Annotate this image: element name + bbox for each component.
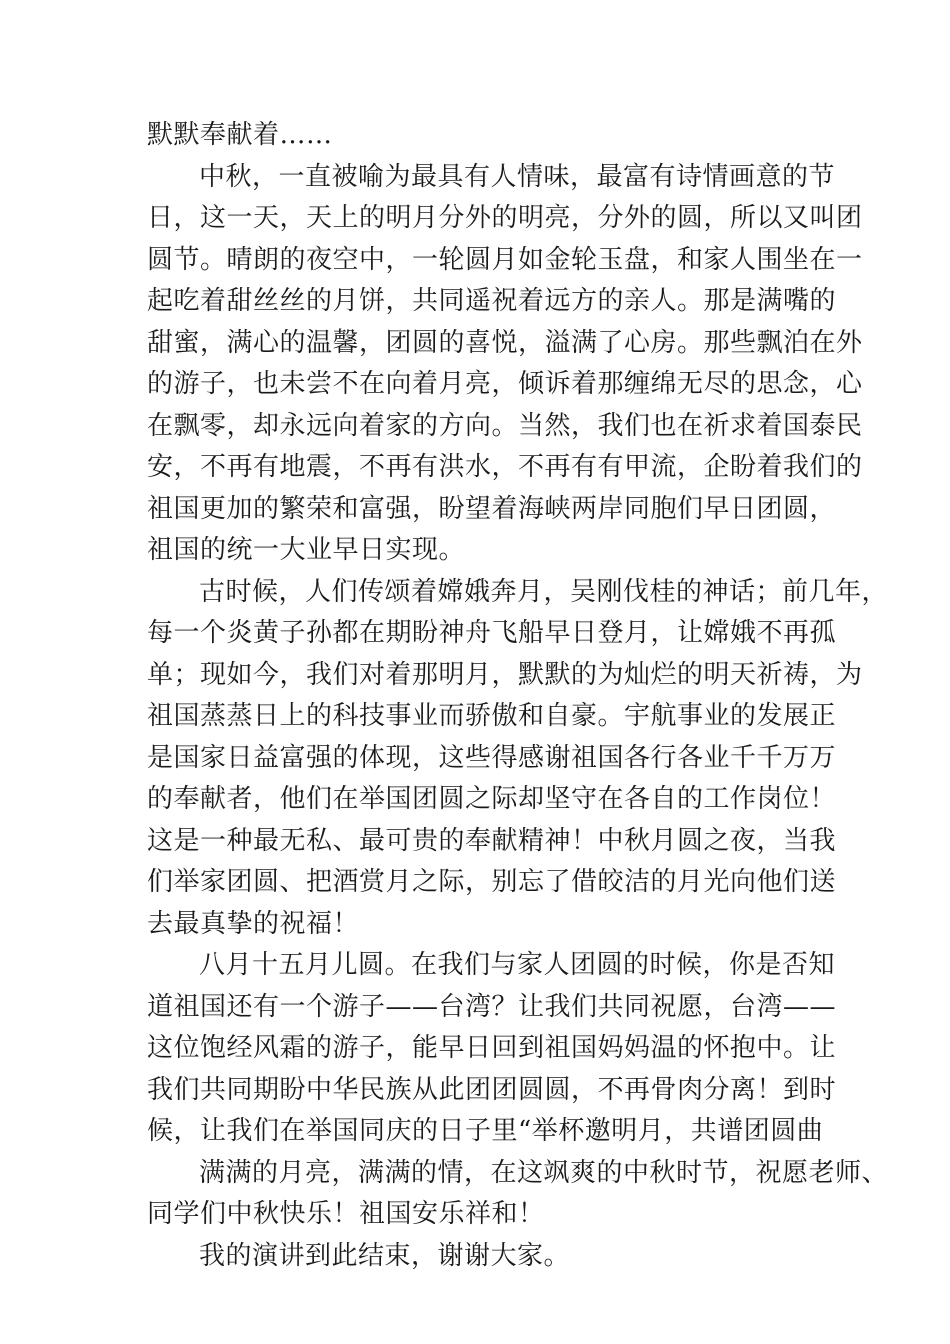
text-line: 同学们中秋快乐！祖国安乐祥和！ [147,1199,545,1229]
text-line: 每一个炎黄子孙都在期盼神舟飞船早日登月，让嫦娥不再孤 [147,618,837,648]
text-line: 是国家日益富强的体现，这些得感谢祖国各行各业千千万万 [147,742,837,773]
text-line: 古时候，人们传颂着嫦娥奔月，吴刚伐桂的神话；前几年， [199,576,889,607]
text-line: 起吃着甜丝丝的月饼，共同遥祝着远方的亲人。那是满嘴的 [147,286,837,316]
text-line: 祖国更加的繁荣和富强，盼望着海峡两岸同胞们早日团圆， [147,493,837,524]
text-line: 我们共同期盼中华民族从此团团圆圆，不再骨肉分离！到时 [147,1074,837,1105]
text-line: 的奉献者，他们在举国团圆之际却坚守在各自的工作岗位！ [147,784,837,814]
text-line: 道祖国还有一个游子——台湾？让我们共同祝愿，台湾—— [147,991,837,1022]
text-line: 安，不再有地震，不再有洪水，不再有有甲流，企盼着我们的 [147,452,863,482]
text-line: 单；现如今，我们对着那明月，默默的为灿烂的明天祈祷，为 [147,659,863,690]
text-line: 默默奉献着…… [147,120,333,150]
text-line: 满满的月亮，满满的情，在这飒爽的中秋时节，祝愿老师、 [199,1157,889,1188]
text-line: 的游子，也未尝不在向着月亮，倾诉着那缠绵无尽的思念，心 [147,369,863,399]
text-line: 候，让我们在举国同庆的日子里“举杯邀明月，共谱团圆曲 [147,1116,824,1146]
text-line: 中秋，一直被喻为最具有人情味，最富有诗情画意的节 [199,161,836,192]
speech-text [147,115,889,1277]
text-line: 日，这一天，天上的明月分外的明亮，分外的圆，所以又叫团 [147,203,863,233]
text-line: 祖国蒸蒸日上的科技事业而骄傲和自豪。宇航事业的发展正 [147,701,837,731]
text-line: 八月十五月儿圆。在我们与家人团圆的时候，你是否知 [199,950,836,980]
text-line: 在飘零，却永远向着家的方向。当然，我们也在祈求着国泰民 [147,410,863,441]
text-line: 这是一种最无私、最可贵的奉献精神！中秋月圆之夜，当我 [147,825,837,856]
text-line: 圆节。晴朗的夜空中，一轮圆月如金轮玉盘，和家人围坐在一 [147,244,863,275]
text-line: 我的演讲到此结束，谢谢大家。 [199,1240,571,1271]
text-line: 甜蜜，满心的温馨，团圆的喜悦，溢满了心房。那些飘泊在外 [147,327,863,358]
text-line: 们举家团圆、把酒赏月之际，别忘了借皎洁的月光向他们送 [147,867,837,897]
text-line: 祖国的统一大业早日实现。 [147,535,466,565]
text-line: 这位饱经风霜的游子，能早日回到祖国妈妈温的怀抱中。让 [147,1033,837,1063]
text-line: 去最真挚的祝福！ [147,908,360,939]
